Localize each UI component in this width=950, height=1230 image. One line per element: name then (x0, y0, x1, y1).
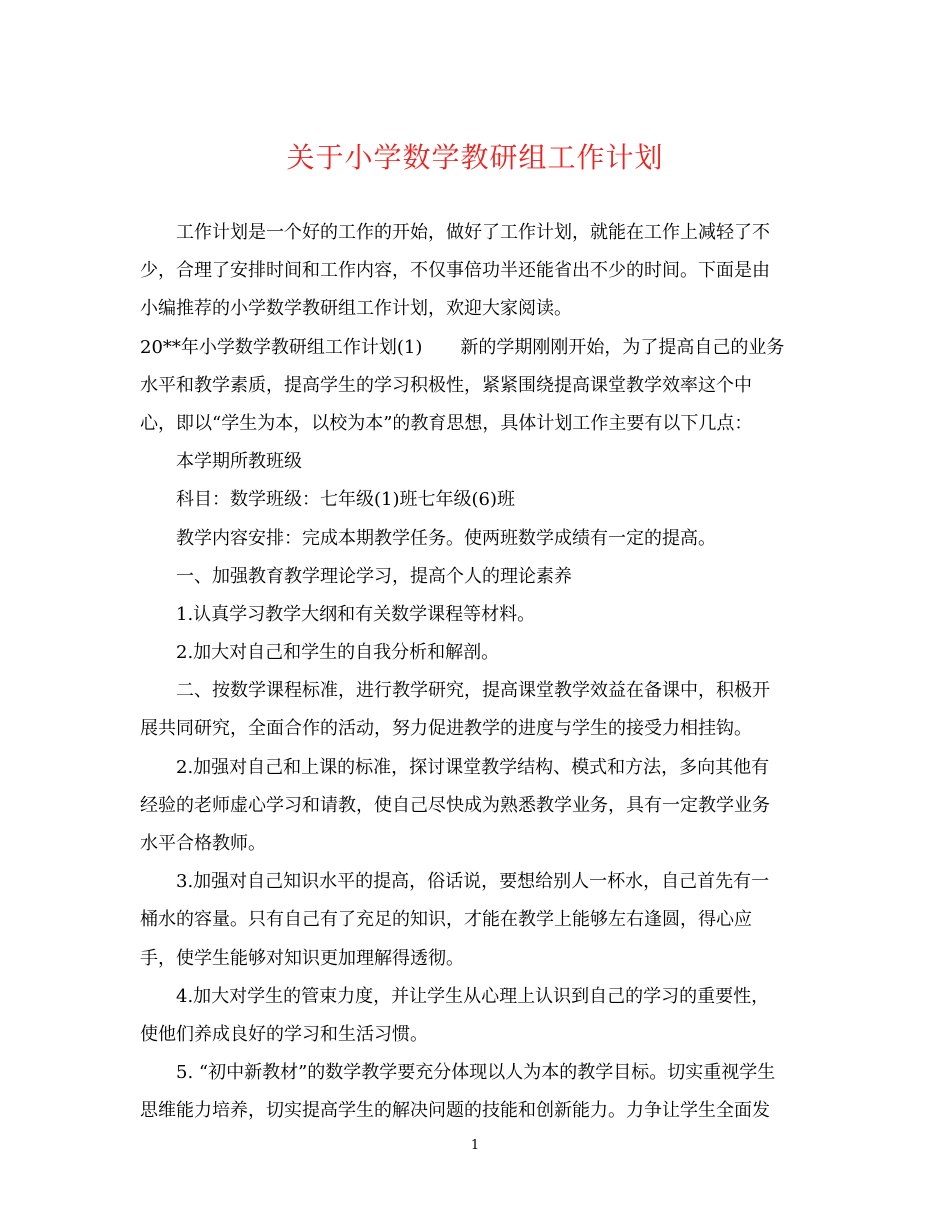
paragraph-line: 5. “初中新教材”的数学教学要充分体现以人为本的教学目标。切实重视学生 (176, 1062, 776, 1084)
page-number: 1 (470, 1138, 480, 1153)
paragraph-line: 小编推荐的小学数学教研组工作计划，欢迎大家阅读。 (140, 298, 572, 320)
paragraph-line: 3.加强对自己知识水平的提高，俗话说，要想给别人一杯水，自己首先有一 (176, 871, 770, 893)
paragraph-line: 4.加大对学生的管束力度，并让学生从心理上认识到自己的学习的重要性， (176, 985, 770, 1007)
paragraph-line: 二、按数学课程标准，进行教学研究，提高课堂教学效益在备课中，积极开 (176, 680, 770, 702)
paragraph-line: 本学期所教班级 (176, 451, 302, 473)
paragraph-line: 思维能力培养，切实提高学生的解决问题的技能和创新能力。力争让学生全面发 (140, 1100, 770, 1122)
paragraph-line: 心，即以“学生为本，以校为本”的教育思想，具体计划工作主要有以下几点： (140, 412, 753, 434)
paragraph-line: 水平和教学素质，提高学生的学习积极性，紧紧围绕提高课堂教学效率这个中 (140, 374, 752, 396)
paragraph-line: 科目：数学班级：七年级(1)班七年级(6)班 (176, 489, 515, 511)
document-body (140, 214, 805, 1131)
paragraph-line: 1.认真学习教学大纲和有关数学课程等材料。 (176, 603, 536, 625)
paragraph-line (140, 329, 805, 367)
paragraph-line: 手，使学生能够对知识更加理解得透彻。 (140, 947, 464, 969)
paragraph-line: 桶水的容量。只有自己有了充足的知识，才能在教学上能够左右逢圆，得心应 (140, 909, 752, 931)
paragraph-line: 少，合理了安排时间和工作内容，不仅事倍功半还能省出不少的时间。下面是由 (140, 260, 770, 282)
paragraph-line: 经验的老师虚心学习和请教，使自己尽快成为熟悉教学业务，具有一定教学业务 (140, 794, 770, 816)
section-heading: 20**年小学数学教研组工作计划(1) (140, 336, 423, 358)
paragraph-line: 教学内容安排：完成本期教学任务。使两班数学成绩有一定的提高。 (176, 527, 716, 549)
paragraph-text: 新的学期刚刚开始，为了提高自己的业务 (460, 336, 785, 358)
paragraph-line: 2.加强对自己和上课的标准，探讨课堂教学结构、模式和方法，多向其他有 (176, 756, 770, 778)
paragraph-line: 2.加大对自己和学生的自我分析和解剖。 (176, 642, 500, 664)
paragraph-line: 水平合格教师。 (140, 833, 266, 854)
paragraph-line: 展共同研究，全面合作的活动，努力促进教学的进度与学生的接受力相挂钩。 (140, 718, 752, 740)
paragraph-line: 使他们养成良好的学习和生活习惯。 (140, 1023, 428, 1045)
document-title: 关于小学数学教研组工作计划 (286, 141, 664, 174)
paragraph-line: 一、加强教育教学理论学习，提高个人的理论素养 (176, 565, 572, 587)
paragraph-line: 工作计划是一个好的工作的开始，做好了工作计划，就能在工作上减轻了不 (176, 222, 770, 243)
